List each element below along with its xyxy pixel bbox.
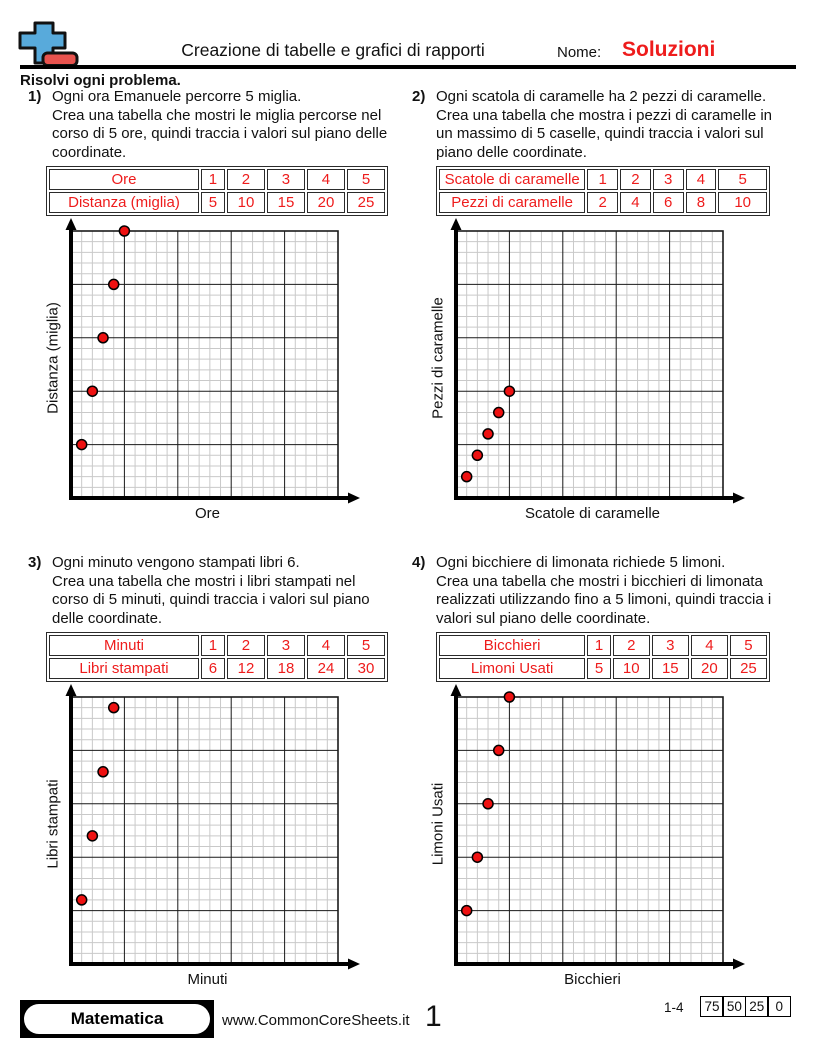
problem-3-y-axis-label: Libri stampati	[44, 779, 62, 869]
table-cell: 5	[587, 658, 610, 679]
table-cell: 24	[307, 658, 345, 679]
table-cell: 18	[267, 658, 305, 679]
table-cell: 10	[718, 192, 767, 213]
name-answer: Soluzioni	[622, 38, 716, 61]
table-cell: 4	[691, 635, 728, 656]
table-cell: 2	[227, 635, 265, 656]
y-axis-arrow	[451, 218, 462, 230]
table-cell: 4	[620, 192, 651, 213]
header-divider	[20, 65, 796, 69]
table-cell: 4	[307, 169, 345, 190]
grid-border	[456, 697, 723, 964]
plus-icon	[18, 6, 80, 68]
data-point	[462, 472, 472, 482]
table-cell: 8	[686, 192, 717, 213]
table-cell: 6	[653, 192, 684, 213]
table-cell: 2	[227, 169, 265, 190]
data-point	[504, 386, 514, 396]
problem-1-text	[52, 88, 390, 162]
problem-2-instruction: Crea una tabella che mostra i pezzi di caramelle in un massimo di 5 caselle, quindi traccia i valori sul piano delle coordinate.	[436, 106, 772, 161]
data-point	[87, 831, 97, 841]
table-cell: 3	[267, 169, 305, 190]
data-point	[119, 226, 129, 236]
table-cell: 5	[347, 635, 385, 656]
problem-2-y-axis-label: Pezzi di caramelle	[429, 296, 447, 419]
data-point	[483, 429, 493, 439]
score-box: 75	[700, 996, 724, 1017]
problem-2-text	[436, 88, 790, 162]
problem-2-x-axis-label: Scatole di caramelle	[524, 505, 661, 522]
table-cell: 5	[718, 169, 767, 190]
problem-3-instruction: Crea una tabella che mostri i libri stampati nel corso di 5 minuti, quindi traccia i valori sul piano delle coordinate.	[52, 572, 370, 627]
table-cell: 25	[347, 192, 385, 213]
problem-3-number: 3)	[28, 554, 42, 571]
table-cell: 1	[201, 169, 225, 190]
problem-2-statement: Ogni scatola di caramelle ha 2 pezzi di caramelle.	[436, 88, 767, 105]
score-range-label: 1-4	[664, 1000, 684, 1015]
grid-border	[456, 231, 723, 498]
table-row-label: Limoni Usati	[439, 658, 585, 679]
y-axis-arrow	[451, 684, 462, 696]
table-cell: 3	[267, 635, 305, 656]
subject-badge-label: Matematica	[24, 1004, 210, 1034]
table-cell: 30	[347, 658, 385, 679]
table-cell: 5	[347, 169, 385, 190]
score-box: 25	[745, 996, 769, 1017]
page-number: 1	[425, 1000, 442, 1033]
worksheet-logo	[18, 6, 80, 68]
problem-4-x-axis-label: Bicchieri	[564, 971, 621, 988]
problem-2	[412, 88, 790, 522]
table-row-label: Minuti	[49, 635, 199, 656]
table-cell: 3	[652, 635, 689, 656]
problem-4-instruction: Crea una tabella che mostri i bicchieri di limonata realizzati utilizzando fino a 5 limoni, quindi traccia i valori sul piano delle coordinate.	[436, 572, 772, 627]
data-point	[98, 333, 108, 343]
data-point	[494, 408, 504, 418]
table-cell: 4	[686, 169, 717, 190]
x-axis-arrow	[348, 959, 360, 970]
data-point	[77, 895, 87, 905]
data-point	[472, 450, 482, 460]
x-axis-arrow	[733, 959, 745, 970]
problem-1-x-axis-label: Ore	[194, 505, 220, 522]
problem-3-graph	[41, 684, 390, 988]
data-point	[504, 692, 514, 702]
table-cell: 1	[587, 169, 618, 190]
data-point	[109, 279, 119, 289]
problem-4-text	[436, 554, 790, 628]
score-boxes	[700, 996, 791, 1017]
problem-1-instruction: Crea una tabella che mostri le miglia percorse nel corso di 5 ore, quindi traccia i valori sul piano delle coordinate.	[52, 106, 388, 161]
coordinate-grid-4	[450, 684, 747, 970]
table-cell: 5	[201, 192, 225, 213]
problem-1-ratio-table	[46, 166, 388, 216]
data-point	[87, 386, 97, 396]
problem-4-graph	[426, 684, 790, 988]
coordinate-grid-3	[65, 684, 362, 970]
table-cell: 3	[653, 169, 684, 190]
problem-1-graph	[41, 218, 390, 522]
website-link: www.CommonCoreSheets.it	[222, 1012, 410, 1029]
problem-4-ratio-table	[436, 632, 770, 682]
page-title: Creazione di tabelle e grafici di rapporti	[181, 40, 485, 60]
problem-2-number: 2)	[412, 88, 426, 105]
table-cell: 20	[691, 658, 728, 679]
problem-3-statement: Ogni minuto vengono stampati libri 6.	[52, 554, 300, 571]
y-axis-arrow	[66, 684, 77, 696]
table-cell: 5	[730, 635, 767, 656]
data-point	[472, 852, 482, 862]
problem-3-x-axis-label: Minuti	[187, 971, 228, 988]
problem-1-y-axis-label: Distanza (miglia)	[44, 301, 62, 414]
grid-border	[71, 697, 338, 964]
problem-1-statement: Ogni ora Emanuele percorre 5 miglia.	[52, 88, 302, 105]
table-cell: 15	[652, 658, 689, 679]
coordinate-grid-2	[450, 218, 747, 504]
table-row-label: Libri stampati	[49, 658, 199, 679]
table-row-label: Scatole di caramelle	[439, 169, 585, 190]
y-axis-arrow	[66, 218, 77, 230]
problem-3	[28, 554, 390, 988]
problem-2-ratio-table	[436, 166, 770, 216]
table-cell: 6	[201, 658, 225, 679]
table-cell: 4	[307, 635, 345, 656]
problem-1-number: 1)	[28, 88, 42, 105]
table-cell: 2	[620, 169, 651, 190]
data-point	[483, 799, 493, 809]
table-cell: 20	[307, 192, 345, 213]
problem-4-statement: Ogni bicchiere di limonata richiede 5 limoni.	[436, 554, 726, 571]
table-cell: 1	[587, 635, 610, 656]
data-point	[109, 703, 119, 713]
table-row-label: Bicchieri	[439, 635, 585, 656]
table-cell: 2	[613, 635, 650, 656]
worksheet-instruction: Risolvi ogni problema.	[20, 72, 181, 89]
table-row-label: Pezzi di caramelle	[439, 192, 585, 213]
table-cell: 10	[613, 658, 650, 679]
table-cell: 2	[587, 192, 618, 213]
problem-4-y-axis-label: Limoni Usati	[429, 782, 447, 866]
problem-1	[28, 88, 390, 522]
x-axis-arrow	[348, 493, 360, 504]
data-point	[77, 440, 87, 450]
minus-icon	[43, 53, 77, 66]
grid-border	[71, 231, 338, 498]
name-label: Nome:	[557, 44, 602, 61]
table-row-label: Ore	[49, 169, 199, 190]
score-box: 50	[722, 996, 746, 1017]
table-cell: 1	[201, 635, 225, 656]
problem-3-ratio-table	[46, 632, 388, 682]
coordinate-grid-1	[65, 218, 362, 504]
table-cell: 25	[730, 658, 767, 679]
data-point	[494, 745, 504, 755]
table-cell: 12	[227, 658, 265, 679]
score-box: 0	[767, 996, 791, 1017]
x-axis-arrow	[733, 493, 745, 504]
problem-4	[412, 554, 790, 988]
table-row-label: Distanza (miglia)	[49, 192, 199, 213]
table-cell: 15	[267, 192, 305, 213]
data-point	[462, 906, 472, 916]
problem-3-text	[52, 554, 390, 628]
table-cell: 10	[227, 192, 265, 213]
data-point	[98, 767, 108, 777]
subject-badge	[20, 1000, 214, 1038]
problem-2-graph	[426, 218, 790, 522]
problem-4-number: 4)	[412, 554, 426, 571]
